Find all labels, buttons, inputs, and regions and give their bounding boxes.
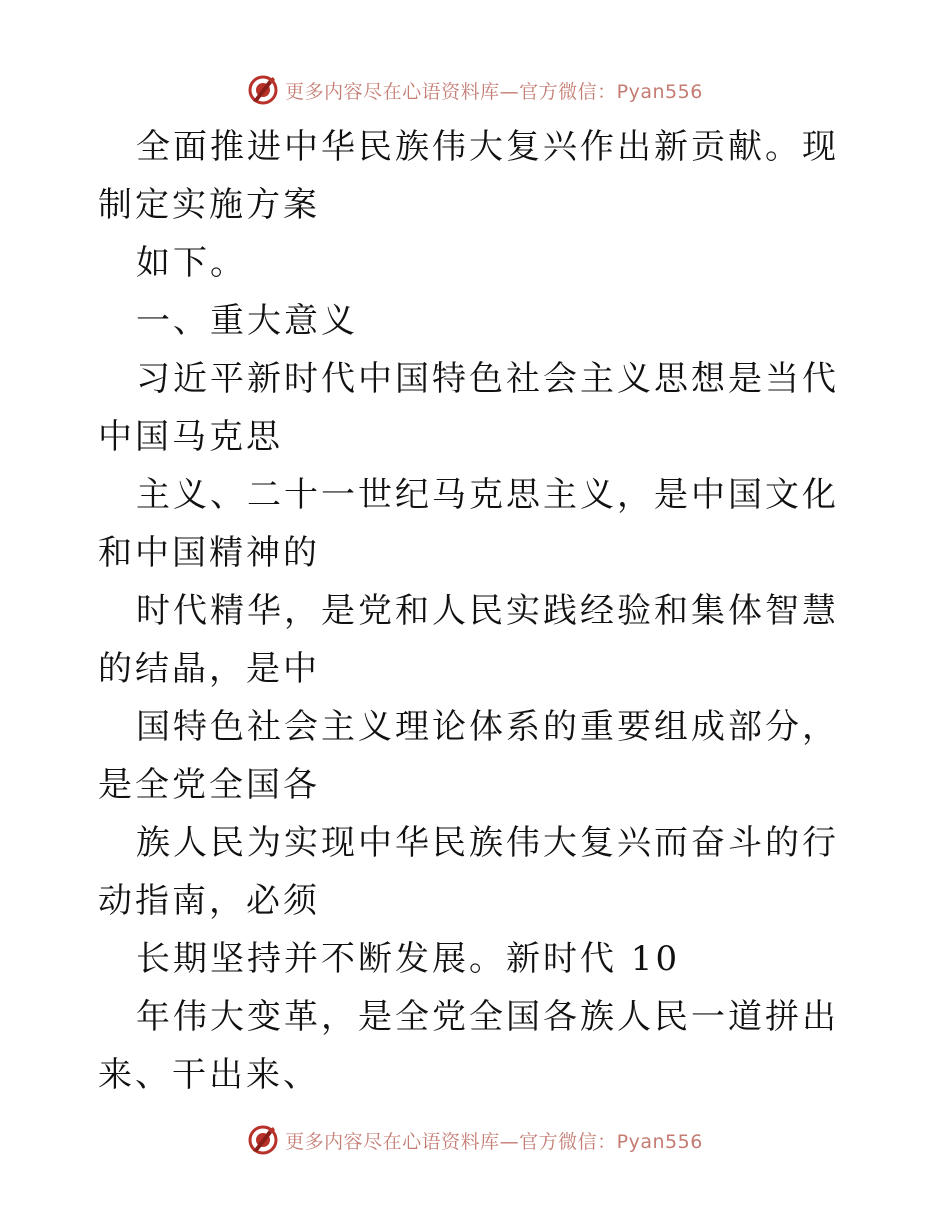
pen-logo-icon (247, 74, 279, 106)
paragraph-6: 时代精华，是党和人民实践经验和集体智慧的结晶，是中 (98, 591, 839, 689)
paragraph-1: 全面推进中华民族伟大复兴作出新贡献。现制定实施方案 (98, 127, 839, 225)
paragraph-2: 如下。 (136, 243, 247, 283)
header-banner-text: 更多内容尽在心语资料库—官方微信：Pyan556 (285, 80, 703, 103)
header-banner (0, 70, 950, 110)
paragraph-4: 习近平新时代中国特色社会主义思想是当代中国马克思 (98, 359, 839, 457)
paragraph-10: 年伟大变革，是全党全国各族人民一道拼出来、干出来、 (98, 997, 839, 1095)
header-banner-inner (247, 74, 703, 106)
document-body (98, 118, 858, 1104)
paragraph-8: 族人民为实现中华民族伟大复兴而奋斗的行动指南，必须 (98, 823, 839, 921)
paragraph-9: 长期坚持并不断发展。新时代 10 (136, 939, 681, 979)
section-heading: 一、重大意义 (136, 301, 358, 341)
pen-logo-icon (247, 1124, 279, 1156)
paragraph-7: 国特色社会主义理论体系的重要组成部分，是全党全国各 (98, 707, 839, 805)
footer-banner (0, 1120, 950, 1160)
footer-banner-text: 更多内容尽在心语资料库—官方微信：Pyan556 (285, 1130, 703, 1153)
footer-banner-inner (247, 1124, 703, 1156)
paragraph-5: 主义、二十一世纪马克思主义，是中国文化和中国精神的 (98, 475, 839, 573)
